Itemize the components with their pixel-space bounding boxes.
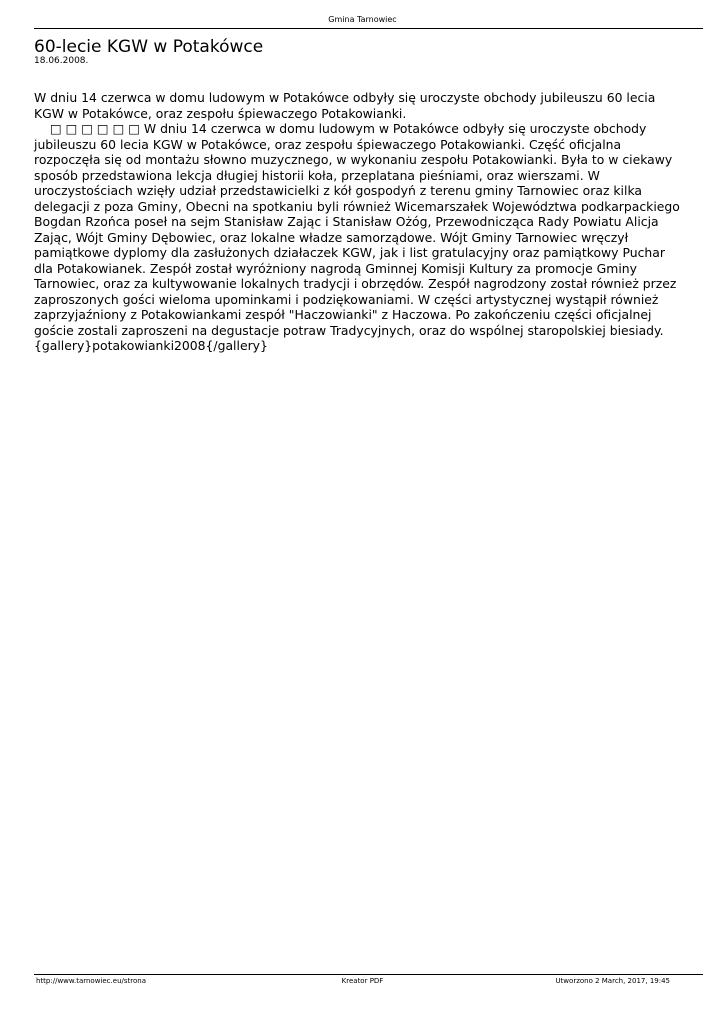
header-divider (34, 28, 703, 29)
footer-created: Utworzono 2 March, 2017, 19:45 (555, 977, 670, 985)
footer-divider (34, 974, 703, 975)
article-body: □ □ □ □ □ □ W dniu 14 czerwca w domu ludowym w Potakówce odbyły się uroczyste obchody jubileuszu 60 lecia KGW w Potakówce, oraz zespołu śpiewaczego Potakowianki. Część oficjalna rozpoczęła się od montażu słowno muzycznego, w wykonaniu zespołu Potakowianki. Była to w ciekawy sposób przedstawiona lekcja długiej historii koła, przeplatana pieśniami, oraz wierszami. W uroczystościach wzięły udział przedstawicielki z kół gospodyń z terenu gminy Tarnowiec oraz kilka delegacji z poza Gminy, Obecni na spotkaniu byli również Wicemarszałek Województwa podkarpackiego Bogdan Rzońca poseł na sejm Stanisław Zając i Stanisław Ożóg, Przewodnicząca Rady Powiatu Alicja Zając, Wójt Gminy Dębowiec, oraz lokalne władze samorządowe. Wójt Gminy Tarnowiec wręczył pamiątkowe dyplomy dla zasłużonych działaczek KGW, jak i list gratulacyjny oraz pamiątkowy Puchar dla Potakowianek. Zespół został wyróżniony nagrodą Gminnej Komisji Kultury za promocje Gminy Tarnowiec, oraz za kultywowanie lokalnych tradycji i obrzędów. Zespół nagrodzony został również przez zaproszonych gości wieloma upominkami i podziękowaniami. W części artystycznej wystąpił również zaprzyjaźniony z Potakowiankami zespół "Haczowianki" z Haczowa. Po zakończeniu części oficjalnej goście zostali zaproszeni na degustacje potraw Tradycyjnych, oraz do wspólnej staropolskiej biesiady. {gallery}potakowianki2008{/gallery} (34, 121, 680, 353)
page-title: 60-lecie KGW w Potakówce (34, 37, 264, 57)
article-body-paragraph (34, 121, 686, 354)
site-name: Gmina Tarnowiec (328, 15, 397, 24)
footer-generator: Kreator PDF (341, 977, 384, 985)
article-date: 18.06.2008. (34, 56, 89, 66)
article-intro: W dniu 14 czerwca w domu ludowym w Potakówce odbyły się uroczyste obchody jubileuszu 60 lecia KGW w Potakówce, oraz zespołu śpiewaczego Potakowianki. (34, 90, 656, 121)
footer-url: http://www.tarnowiec.eu/strona (36, 977, 146, 985)
article-content (34, 90, 686, 354)
